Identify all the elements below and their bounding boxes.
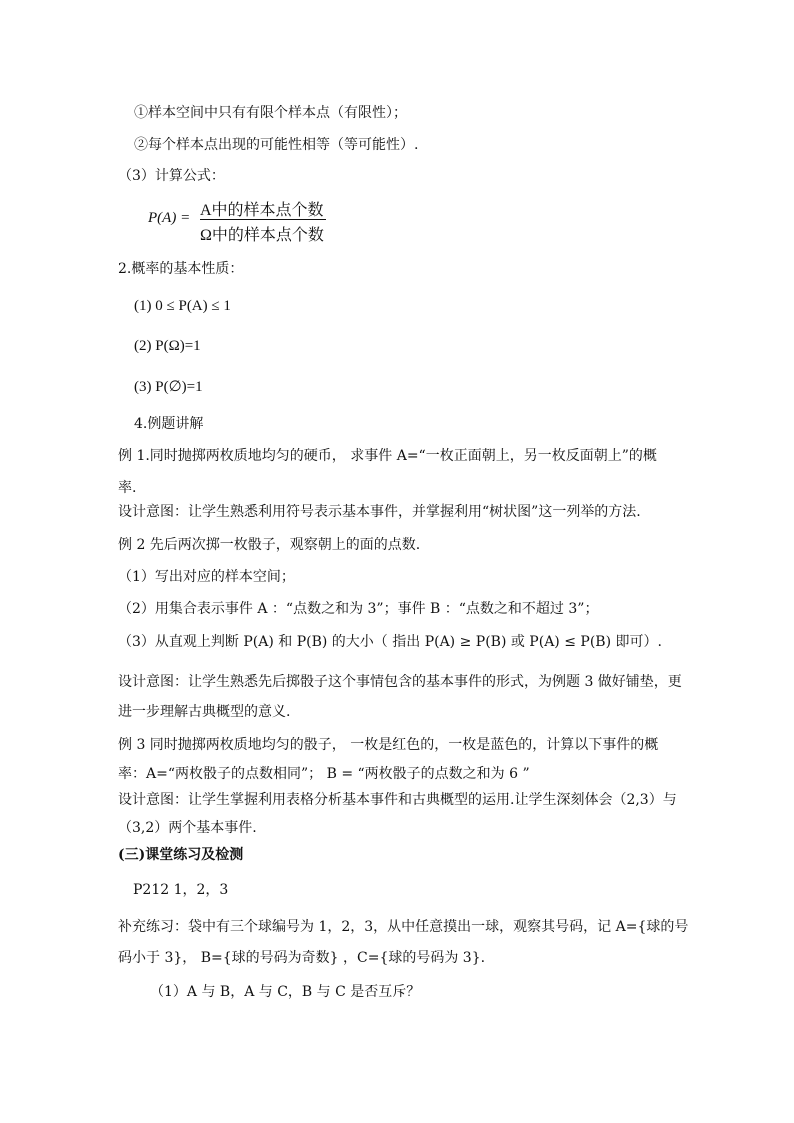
text-line-15: （3）从直观上判断 P(A) 和 P(B) 的大小（ 指出 P(A) ≥ P(B) 或 P(A) ≤ P(B) 即可）. xyxy=(118,634,662,650)
text-line-19: 率：A=“两枚骰子的点数相同”； B = “两枚骰子的点数之和为 6 ” xyxy=(118,766,530,782)
text-line-16: 设计意图：让学生熟悉先后掷骰子这个事情包含的基本事件的形式，为例题 3 做好铺垫，更 xyxy=(118,674,682,690)
text-line-10: 率. xyxy=(118,480,137,496)
section-heading-practice: (三)课堂练习及检测 xyxy=(118,847,244,863)
text-line-24: 补充练习：袋中有三个球编号为 1，2，3，从中任意摸出一球，观察其号码，记 A={球的号 xyxy=(118,919,689,935)
text-line-4: 2.概率的基本性质： xyxy=(118,261,244,277)
text-line-1: ①样本空间中只有有限个样本点（有限性）； xyxy=(134,105,407,121)
text-line-21: （3,2）两个基本事件. xyxy=(118,820,257,836)
formula-lhs: P(A) = xyxy=(148,210,191,226)
text-line-18: 例 3 同时抛掷两枚质地均匀的骰子， 一枚是红色的，一枚是蓝色的，计算以下事件的概 xyxy=(118,737,659,753)
formula-numerator: A中的样本点个数 xyxy=(200,202,324,219)
text-line-3: （3）计算公式： xyxy=(118,168,225,184)
formula-denominator: Ω中的样本点个数 xyxy=(200,227,324,244)
text-line-8: 4.例题讲解 xyxy=(134,416,204,432)
text-line-26: （1）A 与 B，A 与 C，B 与 C 是否互斥？ xyxy=(150,984,421,1000)
fraction-bar xyxy=(200,219,326,220)
probability-formula xyxy=(148,197,338,245)
text-line-20: 设计意图：让学生掌握利用表格分析基本事件和古典概型的运用.让学生深刻体会（2,3）与 xyxy=(118,792,677,808)
text-line-23: P212 1，2，3 xyxy=(133,882,229,898)
text-line-17: 进一步理解古典概型的意义. xyxy=(118,704,291,720)
text-line-2: ②每个样本点出现的可能性相等（等可能性）. xyxy=(134,137,419,153)
text-line-5: (1) 0 ≤ P(A) ≤ 1 xyxy=(134,298,231,314)
text-line-13: （1）写出对应的样本空间； xyxy=(118,569,295,585)
text-line-12: 例 2 先后两次掷一枚骰子，观察朝上的面的点数. xyxy=(118,537,421,553)
text-line-14: （2）用集合表示事件 A ：“点数之和为 3”；事件 B ：“点数之和不超过 3”； xyxy=(118,601,599,617)
text-line-11: 设计意图：让学生熟悉利用符号表示基本事件，并掌握利用“树状图”这一列举的方法. xyxy=(118,504,641,520)
text-line-9: 例 1.同时抛掷两枚质地均匀的硬币， 求事件 A=“一枚正面朝上，另一枚反面朝上”的概 xyxy=(118,448,657,464)
text-line-7: (3) P(∅)=1 xyxy=(134,379,203,395)
text-line-6: (2) P(Ω)=1 xyxy=(134,338,201,354)
text-line-25: 码小于 3}， B={球的号码为奇数} ，C={球的号码为 3}. xyxy=(118,950,486,966)
